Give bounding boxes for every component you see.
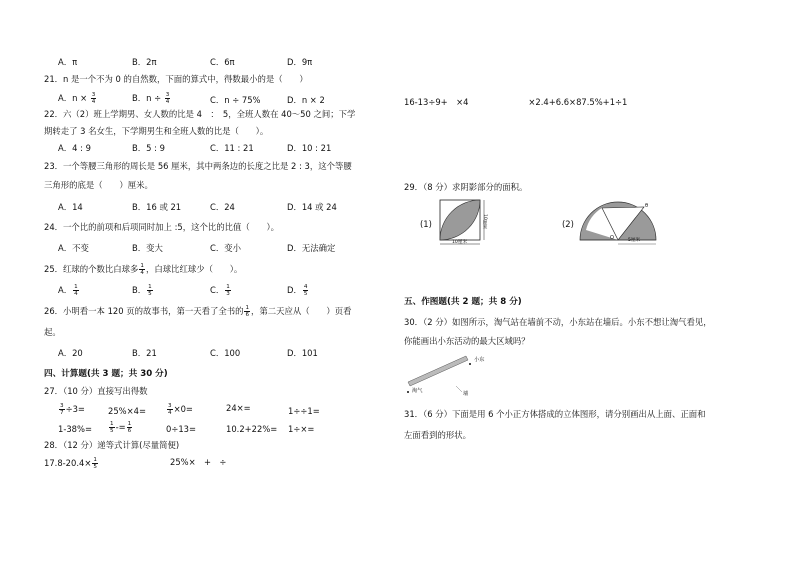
q21-option-b: B．n ÷ $\frac{3}{4}$ [132,92,170,105]
q24-option-b: B．变大 [132,243,163,253]
q25-option-d: D． $\frac{4}{5}$ [287,284,308,297]
q25-option-a: A． $\frac{1}{4}$ [58,284,78,297]
option-c: C．6π [210,57,235,67]
q29-fig1-bottom: 10厘米 [452,240,468,245]
q29-fig2-point-o: O [610,235,614,241]
q31-line1: 31．（6 分）下面是用 6 个小正方体搭成的立体图形，请分别画出从上面、正面和 [404,409,706,419]
q27-r2-c3: 0÷13= [166,424,197,434]
q23-line1: 23．一个等腰三角形的周长是 56 厘米，其中两条边的长度之比是 2 : 3，这个等腰 [44,161,352,171]
q26-option-d: D．101 [287,348,318,358]
q30-label-xiaodong: 小东 [474,357,485,363]
q27-r2-c4: 10.2+22%= [226,424,278,434]
q23-option-c: C．24 [210,202,235,212]
q26-line2: 起。 [44,327,61,337]
q27-r2-c2: $\frac{1}{5}$ -= $\frac{1}{6}$ [110,421,132,434]
q21-option-c: C．n ÷ 75% [210,95,261,105]
q25-option-b: B． $\frac{1}{5}$ [132,284,152,297]
q22-line1: 22．六（2）班上学期男、女人数的比是 4 ： 5，全班人数在 40～50 之间；下学 [44,109,356,119]
q24-option-a: A．不变 [58,243,89,253]
q26-line1: 26．小明看一本 120 页的故事书，第一天看了全书的 $\frac{1}{6}$ ，第二天应从（ ）页看 [44,305,352,318]
q21-option-a: A．n × $\frac{3}{4}$ [58,92,96,105]
option-b: B．2π [132,57,157,67]
q21-stem: 21．n 是一个不为 0 的自然数，下面的算式中，得数最小的是（ ） [44,74,308,84]
q29-fig2-angle: θ [645,203,649,209]
q24-option-c: C．变小 [210,243,241,253]
q22-option-a: A．4 : 9 [58,143,91,153]
q27-r1-c4: 24×= [226,403,251,413]
q29-stem: 29．（8 分）求阴影部分的面积。 [404,182,528,192]
q25-option-c: C． $\frac{1}{3}$ [210,284,230,297]
q30-label-taoqi: 淘气 [412,388,423,394]
q26-option-c: C．100 [210,348,241,358]
q29-fig2-bottom: 5厘米 [628,238,641,243]
q26-option-b: B．21 [132,348,157,358]
q30-label-wall: 墙 [463,391,469,397]
q23-option-d: D．14 或 24 [287,202,337,212]
section-5-heading: 五、作图题(共 2 题；共 8 分) [404,297,522,307]
q24-stem: 24．一个比的前项和后项同时加上 :5，这个比的比值（ ）。 [44,222,280,232]
q22-option-b: B．5 : 9 [132,143,165,153]
option-d: D．9π [287,57,313,67]
q31-line2: 左面看到的形状。 [404,430,471,440]
q27-r2-c5: 1÷×= [288,424,315,434]
q29-fig1-side: 10厘米 [482,214,487,230]
q23-option-b: B．16 或 21 [132,202,182,212]
q27-r1-c2: 25%×4= [108,406,146,416]
q30-line2: 你能画出小东活动的最大区域吗？ [404,336,530,346]
q30-line1: 30．（2 分）如图所示，淘气站在墙前不动，小东站在墙后。小东不想让淘气看见， [404,317,712,327]
q23-option-a: A．14 [58,202,83,212]
q29-fig2-label: (2) [562,219,574,229]
calc-expr-a: 16-13÷9+ ×4 [404,97,469,107]
q25-stem: 25．红球的个数比白球多 $\frac{1}{4}$ ，白球比红球少（ ）。 [44,263,243,276]
q23-line2: 三角形的底是（ ）厘米。 [44,180,153,190]
q22-option-d: D．10 : 21 [287,143,332,153]
q29-fig1-label: (1) [420,219,432,229]
q27-stem: 27．（10 分）直接写出得数 [44,386,148,396]
q24-option-d: D．无法确定 [287,243,336,253]
section-4-heading: 四、计算题(共 3 题；共 30 分) [44,369,168,379]
q28-stem: 28．（12 分）递等式计算(尽量简便) [44,440,180,450]
q28-expr2: 25%× + ÷ [170,457,227,467]
q22-line2: 期转走了 3 名女生，下学期男生和全班人数的比是（ ）。 [44,126,269,136]
option-a: A．π [58,57,78,67]
q27-r1-c5: 1÷÷1= [288,406,320,416]
q26-option-a: A．20 [58,348,83,358]
q22-option-c: C．11 : 21 [210,143,254,153]
q21-option-d: D．n × 2 [287,95,325,105]
q27-r1-c3: $\frac{3}{4}$ ×0= [168,403,193,416]
q27-r2-c1: 1-38%= [58,424,92,434]
calc-expr-b: ×2.4+6.6×87.5%+1÷1 [520,97,628,107]
q28-expr1: 17.8-20.4× $\frac{1}{5}$ [44,457,97,470]
q27-r1-c1: $\frac{3}{7}$ ÷3= [60,403,85,416]
